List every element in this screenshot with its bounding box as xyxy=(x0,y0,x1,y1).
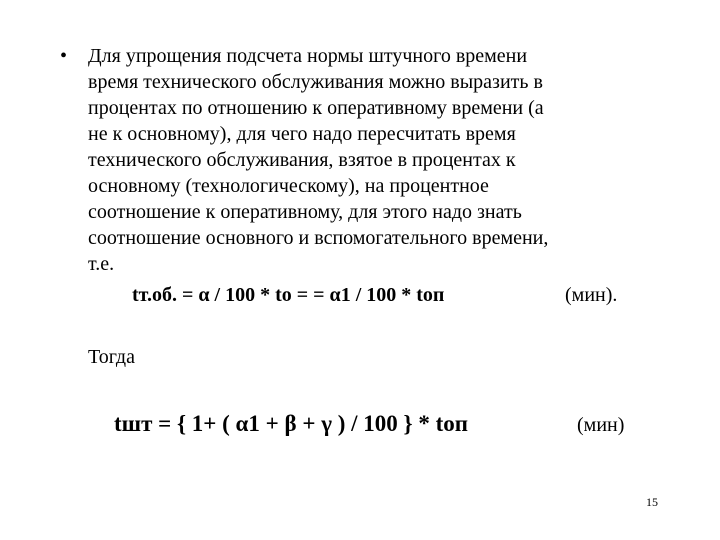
paragraph-line-3: процентах по отношению к оперативному времени (а xyxy=(88,97,544,119)
bullet-marker: • xyxy=(60,45,68,67)
bullet-paragraph xyxy=(88,43,688,277)
paragraph-line-6: основному (технологическому), на процентное xyxy=(88,175,489,197)
paragraph-line-2: время технического обслуживания можно выразить в xyxy=(88,71,543,93)
maintenance-time-unit: (мин). xyxy=(565,284,618,306)
paragraph-line-8: соотношение основного и вспомогательного времени, xyxy=(88,227,549,249)
paragraph-line-4: не к основному), для чего надо пересчитать время xyxy=(88,123,516,145)
piece-time-formula: tшт = { 1+ ( α1 + β + γ ) / 100 } * tоп xyxy=(114,411,469,436)
then-label: Тогда xyxy=(88,346,135,368)
piece-time-unit: (мин) xyxy=(577,414,625,436)
paragraph-line-5: технического обслуживания, взятое в процентах к xyxy=(88,149,516,171)
page-number: 15 xyxy=(646,495,658,509)
paragraph-line-9: т.е. xyxy=(88,253,115,275)
paragraph-line-7: соотношение к оперативному, для этого надо знать xyxy=(88,201,522,223)
maintenance-time-formula: tт.об. = α / 100 * tо = = α1 / 100 * tоп xyxy=(132,284,445,306)
paragraph-line-1: Для упрощения подсчета нормы штучного времени xyxy=(88,45,528,67)
